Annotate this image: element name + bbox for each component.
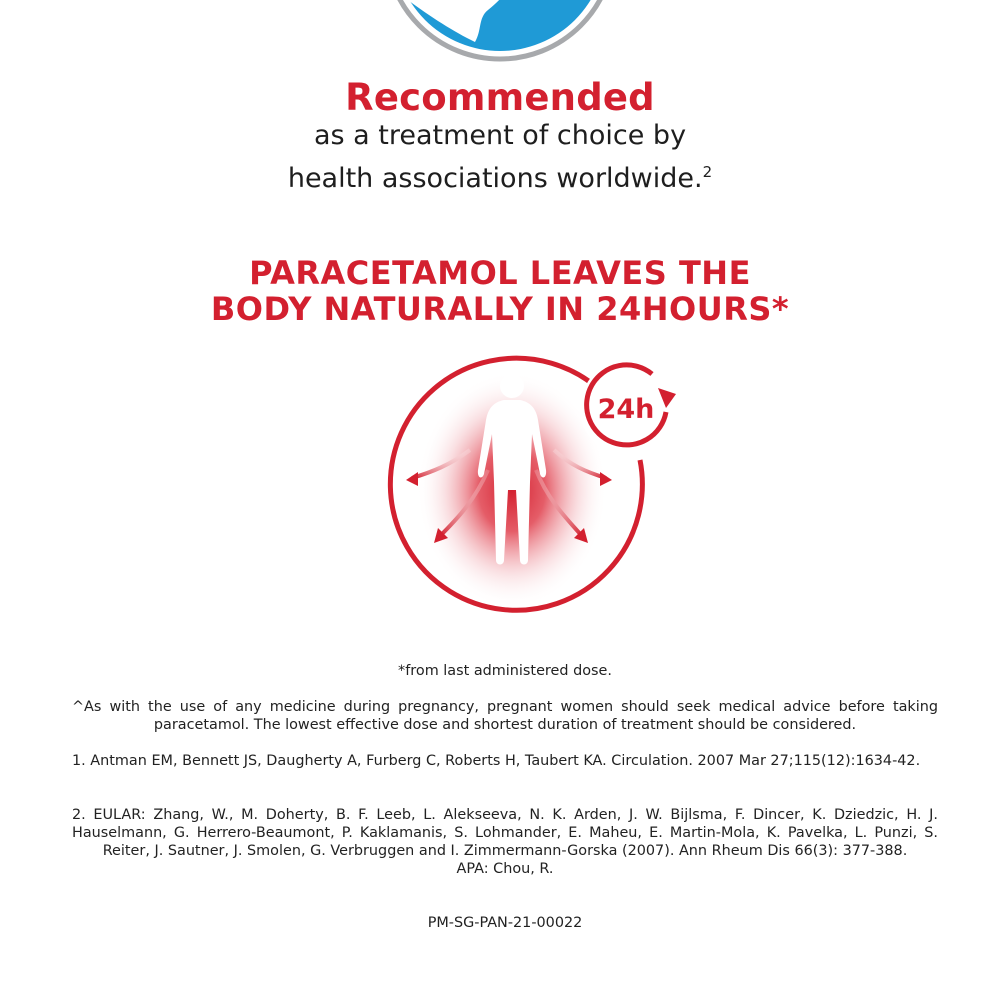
subline-line2: [0, 154, 1000, 197]
reference-2-text: 2. EULAR: Zhang, W., M. Doherty, B. F. Leeb, L. Alekseeva, N. K. Arden, J. W. Bijlsma, F. Dincer, K. Dziedzic, H. J. Hauselmann, G. Herrero-Beaumont, P. Kaklamanis, S. Lohmander, E. Maheu, E. Martin-Mola, K. Pavelka, L. Punzi, S. Reiter, J. Sautner, J. Smolen, G. Verbruggen and I. Zimmermann-Gorska (2007). Ann Rheum Dis 66(3): 377-388.: [72, 807, 938, 859]
subline-line2-text: health associations worldwide.: [287, 163, 703, 194]
footnote-pregnancy: ^As with the use of any medicine during pregnancy, pregnant women should seek medical advice before taking paracetamol. The lowest effective dose and shortest duration of treatment should be considered.: [72, 699, 938, 733]
globe-illustration: [0, 0, 1000, 80]
title-line2: BODY NATURALLY IN 24HOURS*: [210, 290, 790, 328]
subline-line1: as a treatment of choice by: [313, 120, 687, 151]
subline-sup: 2: [702, 163, 713, 181]
headline-recommended: Recommended: [345, 76, 655, 119]
reference-1: 1. Antman EM, Bennett JS, Daugherty A, Furberg C, Roberts H, Taubert KA. Circulation. 2007 Mar 27;115(12):1634-42.: [72, 753, 921, 769]
body-24h-illustration: [370, 350, 690, 630]
body-elimination-icon: [370, 350, 690, 630]
reference-2: [72, 806, 938, 878]
reference-2-apa: APA: Chou, R.: [456, 861, 554, 877]
globe-icon: [0, 0, 1000, 80]
badge-24h: 24h: [597, 394, 655, 425]
document-code: PM-SG-PAN-21-00022: [427, 915, 583, 931]
title-line1: PARACETAMOL LEAVES THE: [249, 254, 751, 292]
footnote-dose: *from last administered dose.: [398, 663, 612, 679]
